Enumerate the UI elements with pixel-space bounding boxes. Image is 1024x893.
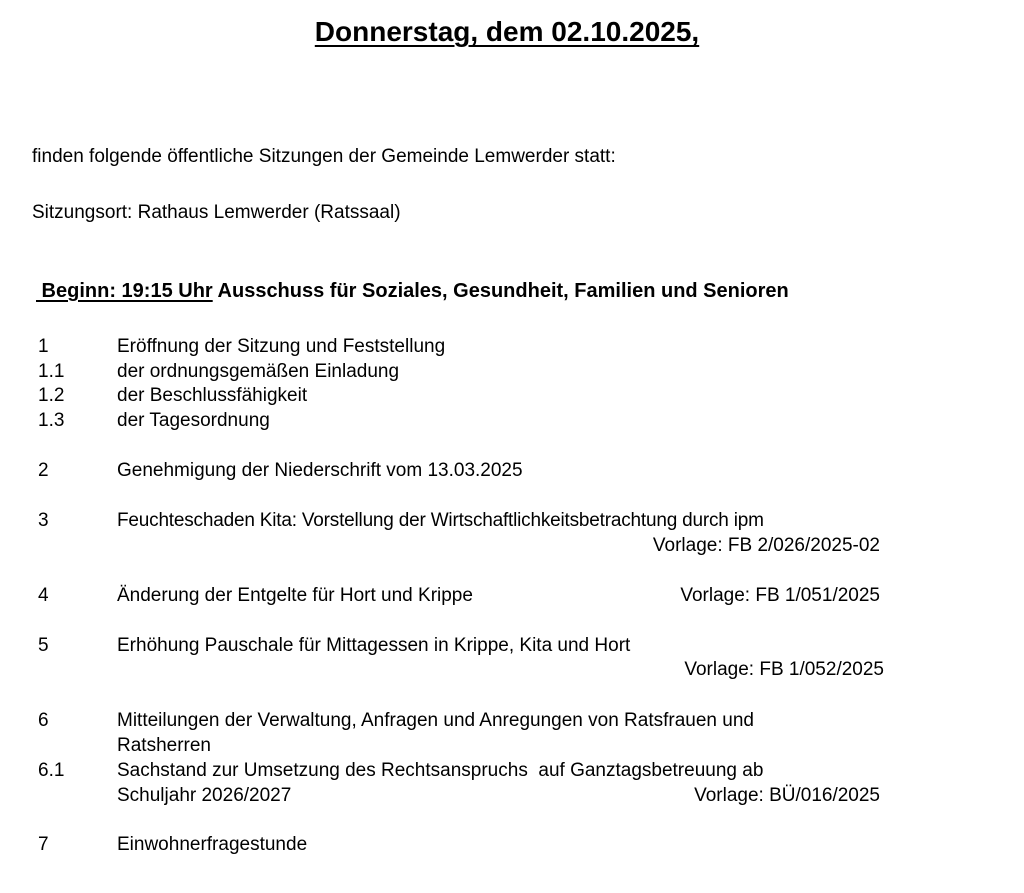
agenda-text: Eröffnung der Sitzung und Feststellung [117,336,446,357]
agenda-num: 1.1 [38,361,65,382]
agenda-num: 2 [38,460,49,481]
agenda-text: Mitteilungen der Verwaltung, Anfragen und Anregungen von Ratsfrauen und [117,710,754,731]
agenda-reference: Vorlage: FB 1/052/2025 [684,659,884,680]
session-heading [36,280,789,303]
agenda-text-continued: Schuljahr 2026/2027 [117,785,292,806]
agenda-num: 4 [38,585,49,606]
agenda-reference: Vorlage: FB 1/051/2025 [680,585,880,606]
agenda-text: Feuchteschaden Kita: Vorstellung der Wirtschaftlichkeitsbetrachtung durch ipm [117,510,764,531]
agenda-text: der Tagesordnung [117,410,270,431]
agenda-text: Erhöhung Pauschale für Mittagessen in Krippe, Kita und Hort [117,635,631,656]
agenda-text: Genehmigung der Niederschrift vom 13.03.2025 [117,460,523,481]
agenda-num: 1.2 [38,385,65,406]
agenda-text: Sachstand zur Umsetzung des Rechtsanspruchs auf Ganztagsbetreuung ab [117,760,764,781]
location-text: Sitzungsort: Rathaus Lemwerder (Ratssaal) [32,202,401,223]
agenda-num: 1 [38,336,49,357]
agenda-text: Einwohnerfragestunde [117,834,308,855]
agenda-num: 6.1 [38,760,65,781]
agenda-text-continued: Ratsherren [117,735,211,756]
agenda-text: der Beschlussfähigkeit [117,385,308,406]
agenda-text: der ordnungsgemäßen Einladung [117,361,400,382]
intro-text: finden folgende öffentliche Sitzungen der Gemeinde Lemwerder statt: [32,146,616,167]
agenda-num: 5 [38,635,49,656]
agenda-reference: Vorlage: FB 2/026/2025-02 [652,535,880,556]
agenda-reference: Vorlage: BÜ/016/2025 [694,785,880,806]
agenda-num: 6 [38,710,49,731]
agenda-num: 7 [38,834,49,855]
agenda-num: 1.3 [38,410,65,431]
agenda-num: 3 [38,510,49,531]
committee-name: Ausschuss für Soziales, Gesundheit, Familien und Senioren [217,280,789,302]
agenda-text: Änderung der Entgelte für Hort und Krippe [117,585,473,606]
page-title: Donnerstag, dem 02.10.2025, [314,16,700,47]
session-begin: Beginn: 19:15 Uhr [36,280,213,302]
